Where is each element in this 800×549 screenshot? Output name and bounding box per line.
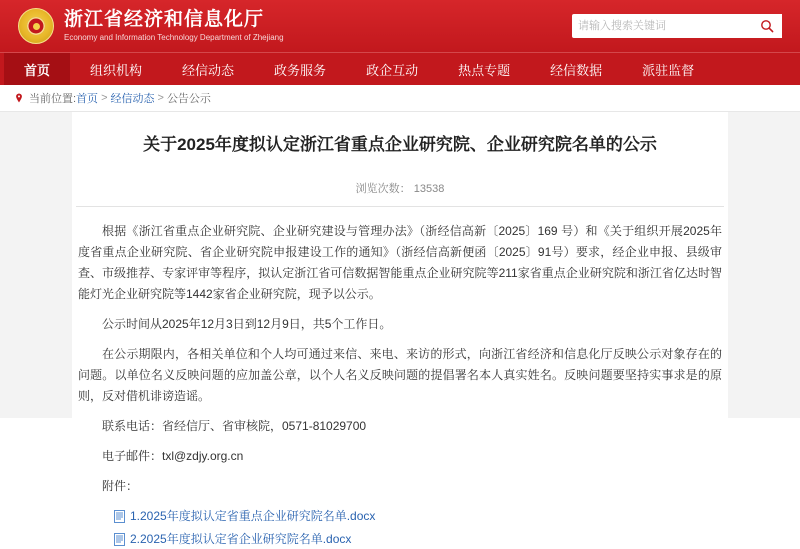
- nav-item-enterprise-interaction[interactable]: 政企互动: [366, 62, 419, 78]
- page-body: [0, 112, 800, 546]
- breadcrumb-current: 公告公示: [166, 93, 211, 105]
- word-doc-icon: [114, 533, 125, 546]
- nav-item-data[interactable]: 经信数据: [550, 62, 603, 78]
- nav-item-home[interactable]: 首页: [4, 53, 70, 85]
- nav-item-government-services[interactable]: 政务服务: [274, 62, 327, 78]
- search-input[interactable]: [572, 15, 752, 37]
- site-title-block: [64, 9, 284, 43]
- main-navigation: [0, 52, 800, 85]
- site-header: [0, 0, 800, 52]
- page-title: 关于2025年度拟认定浙江省重点企业研究院、企业研究院名单的公示: [143, 135, 657, 154]
- attachment-link[interactable]: 1.2025年度拟认定省重点企业研究院名单.docx: [130, 509, 376, 523]
- site-title: 浙江省经济和信息化厅: [64, 9, 265, 30]
- location-pin-icon: [14, 93, 24, 103]
- divider: [76, 206, 724, 207]
- search-box[interactable]: [572, 14, 782, 38]
- site-title-en: Economy and Information Technology Department of Zhejiang: [64, 33, 284, 42]
- view-count-value: 13538: [413, 183, 445, 195]
- article-paragraph: 公示时间从2025年12月3日到12月9日，共5个工作日。: [102, 317, 392, 331]
- breadcrumb-home[interactable]: 首页: [76, 93, 99, 105]
- view-count: [72, 180, 728, 206]
- breadcrumb: [0, 85, 800, 112]
- article-paragraph: 电子邮件：txl@zdjy.org.cn: [102, 449, 244, 463]
- article-body: [72, 221, 728, 549]
- article-paragraph: 根据《浙江省重点企业研究院、企业研究建设与管理办法》（浙经信高新〔2025〕169 号）和《关于组织开展2025年度省重点企业研究院、省企业研究院申报建设工作的通知》（浙经信高新便函〔2025〕91号）要求，经企业申报、县级审查、市级推荐、专家评审等程序，拟认定浙江省可信数据智能重点企业研究院等211家省重点企业研究院和浙江省亿达时智能灯光企业研究院等1442家省企业研究院，现予以公示。: [78, 224, 722, 301]
- zhejiang-government-emblem-icon: [18, 8, 54, 44]
- breadcrumb-separator-2: >: [157, 92, 164, 104]
- attachment-link[interactable]: 2.2025年度拟认定省企业研究院名单.docx: [130, 532, 352, 546]
- search-button[interactable]: [752, 14, 782, 38]
- article-paragraph: 联系电话：省经信厅、省审核院，0571-81029700: [102, 419, 367, 433]
- search-icon: [760, 19, 774, 33]
- attachments-label: 附件：: [102, 479, 139, 493]
- attachments-list: [78, 506, 722, 549]
- breadcrumb-section[interactable]: 经信动态: [110, 93, 155, 105]
- word-doc-icon: [114, 510, 125, 523]
- article-card: [72, 112, 728, 546]
- list-item[interactable]: [78, 529, 722, 549]
- article-paragraph: 在公示期限内，各相关单位和个人均可通过来信、来电、来访的形式，向浙江省经济和信息化厅反映公示对象存在的问题。以单位名义反映问题的应加盖公章，以个人名义反映问题的提倡署名本人真实姓名。反映问题要坚持实事求是的原则，反对借机诽谤造谣。: [78, 347, 722, 403]
- breadcrumb-prefix: 当前位置:: [29, 93, 77, 105]
- breadcrumb-separator-1: >: [101, 92, 108, 104]
- nav-item-hot-topics[interactable]: 热点专题: [458, 62, 511, 78]
- nav-item-supervision[interactable]: 派驻监督: [642, 62, 695, 78]
- nav-item-news[interactable]: 经信动态: [182, 62, 235, 78]
- list-item[interactable]: [78, 506, 722, 526]
- view-count-label: 浏览次数：: [355, 183, 411, 195]
- nav-item-organization[interactable]: 组织机构: [90, 62, 143, 78]
